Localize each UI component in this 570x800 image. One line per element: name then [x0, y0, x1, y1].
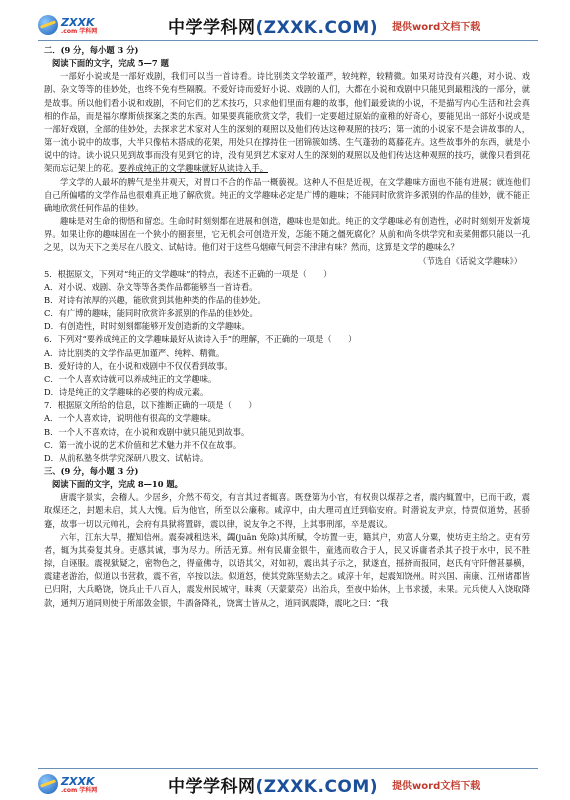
option-a: A．诗比别类的文学作品更加谨严、纯粹、精微。	[44, 347, 225, 358]
passage-source: （节选自《话说文学趣味》）	[418, 255, 522, 266]
option-b: B．爱好诗的人，在小说和戏剧中不仅仅看到故事。	[44, 360, 233, 371]
passage-paragraph: 一部好小说或是一部好戏剧，我们可以当一首诗看。诗比别类文学较谨严，较纯粹，较精微。如果对诗没有兴趣，对小说、戏剧、杂文等等的佳妙处，也终不免有些隔膜。不爱好诗而爱好小说、戏剧的人们，大都在小说和戏剧中只能见到最粗浅的一部分，就是故事。所以他们看小说和戏剧，不问它们的艺术技巧，只求他们里面有趣的故事，他们最爱读的小说，不是描写内心生活和社会真相的作品，而是福尔摩斯侦探案之类的东西。如果要真能欣赏文学，我们一定要超过原始的童稚的好奇心，要能见出一部好小说或是一部好戏剧，全部的佳妙处，去探求艺术家对人生的深刻的观照以及他们传达这种观照的技巧；第一流的小说家不是会讲故事的人，第一流小说中的故事，大半只像枯木搭成的花架，用处只在撑持住一团锦簇如绣、生气蓬勃的葛藤花卉。这些故事外的东西，就是小说中的诗。读小说只见到故事而没有见到它的诗，没有见到艺术家对人生的深刻的观照以及他们传达这种观照的技巧，就像只看到花架而忘记架上的花。要养成纯正的文学趣味就好从读诗入手。	[44, 71, 530, 174]
zxxk-logo[interactable]	[38, 15, 138, 35]
option-a: A．一个人喜欢诗，说明他有很高的文学趣味。	[44, 413, 216, 424]
document-body	[44, 44, 530, 766]
page-header	[38, 10, 538, 41]
section-instruction: 阅读下面的文字，完成 8—10 题。	[52, 479, 183, 490]
download-label[interactable]: 提供word文档下载	[392, 21, 481, 33]
site-name[interactable]: 中学学科网(ZXXK.COM)	[168, 776, 379, 797]
download-label[interactable]: 提供word文档下载	[392, 780, 481, 792]
question-6: 6．下列对“要养成纯正的文学趣味最好从读诗入手”的理解，不正确的一项是（ ）	[44, 334, 357, 345]
section-title: 二．(9 分，每小题 3 分)	[44, 45, 139, 55]
passage-paragraph: 趣味是对生命的彻悟和留恋。生命时时刻刻都在进展和创造，趣味也是如此。纯正的文学趣味必有创造性，必时时刻刻开发新境界。如果让你的趣味固在一个狭小的圈套里，它无机会可创造开发，怎能不随之僵死腐化？从前和尚冬烘学究和卖菜佣都只能以一孔之见，以为天下之美尽在八股文、试帖诗。他们对于这些乌烟瘴气何尝不津津有味？然而，这算是文学的趣味么？	[44, 216, 530, 253]
option-c: C．第一流小说的艺术价值和艺术魅力并不仅在故事。	[44, 439, 242, 450]
option-d: D．从前私塾冬烘学究深研八股文、试帖诗。	[44, 452, 209, 463]
page-footer	[38, 768, 538, 799]
question-5: 5．根据原文，下列对“纯正的文学趣味”的特点，表述不正确的一项是（ ）	[44, 268, 332, 279]
passage-paragraph: 唐震字景实，会稽人。少居乡，介然不苟交，有言其过者辄喜。既登第为小官，有权贵以煤荐之者，震内辄置中，已而干政，震取煤还之，封题未启，其人大愧。后为他官，所至以公廉称。咸淳中，由大理司直迁到临安府。时潜说友尹京，恃贾似道势，甚骄蹇，故事一切以元帅礼，会府有具狱将置辟，震以律，说友争之不得，上其事刑部，卒是震议。	[44, 492, 530, 529]
section-instruction: 阅读下面的文字，完成 5—7 题	[52, 58, 169, 69]
option-b: B．一个人不喜欢诗，在小说和戏剧中就只能见到故事。	[44, 426, 250, 437]
option-d: D．诗是纯正的文学趣味的必要的构成元素。	[44, 387, 209, 398]
site-name[interactable]: 中学学科网(ZXXK.COM)	[168, 17, 379, 38]
logo-text: ZXXK .com 学科网	[61, 774, 98, 794]
option-c: C．有广博的趣味，能同时欣赏许多派别的作品的佳妙处。	[44, 308, 258, 319]
passage-paragraph: 学文学的人最坏的脾气是坐井观天，对胃口不合的作品一概藐视。这种人不但是近视，在文学趣味方面也不能有进展；就连他们自己所偏嗜的文学作品也很难真正地了解欣赏。纯正的文学趣味必定是广博的趣味；不能同时欣赏许多派别的作品的佳妙，就不能正确地欣赏任何作品的佳妙。	[44, 176, 530, 213]
option-d: D．有创造性，时时刻刻都能够开发创造新的文学趣味。	[44, 321, 250, 332]
logo-text: ZXXK .com 学科网	[61, 15, 98, 35]
globe-icon	[38, 774, 58, 794]
question-7: 7．根据原文所给的信息，以下推断正确的一项是（ ）	[44, 400, 257, 411]
globe-icon	[38, 15, 58, 35]
option-b: B．对诗有浓厚的兴趣，能欣赏到其他种类的作品的佳妙处。	[44, 294, 266, 305]
section-title: 三、(9 分，每小题 3 分)	[44, 466, 139, 476]
passage-paragraph: 六年，江东大旱，擢知信州。震奏减租迭米，蠲(juān 免除)其所赋，令坊置一吏，籍其户，劝富人分粟，使坊吏主给之。吏有劳者，辄为其奏复其身。吏感其诚，事为尽力。所活无算。州有民庸金银牛，童逃而收合于人，民又诉庸者杀其子投于水中，民不胜掠，自诬服。震视狱疑之，密物色之，得童佛寺，以语其父，对如初，震出其子示之，狱遂直，摇挤而报同，赵氏有守阡僧甚暴横，震建老游治，似道以书营救，震不省，卒按以法。似道怒，使其党陈坚劾去之。咸淳十年，起震知饶州。时兴国、南康、江州诸郡皆已归附，大兵略饶，饶兵止千八百人，震发州民城守，昧爽（天蒙蒙亮）出治兵，至夜中始休，上书求援，未果。元兵使人入饶取降款，通判万道同则使于所部敛金银，牛酒备降礼，饶寓士皆从之，道同讽震降，震叱之曰：“我	[44, 531, 530, 608]
option-c: C．一个人喜欢诗就可以养成纯正的文学趣味。	[44, 373, 217, 384]
underlined-sentence: 要养成纯正的文学趣味就好从读诗入手。	[118, 163, 269, 174]
zxxk-logo[interactable]	[38, 774, 138, 794]
option-a: A．对小说、戏剧、杂文等等各类作品都能够当一首诗看。	[44, 281, 258, 292]
